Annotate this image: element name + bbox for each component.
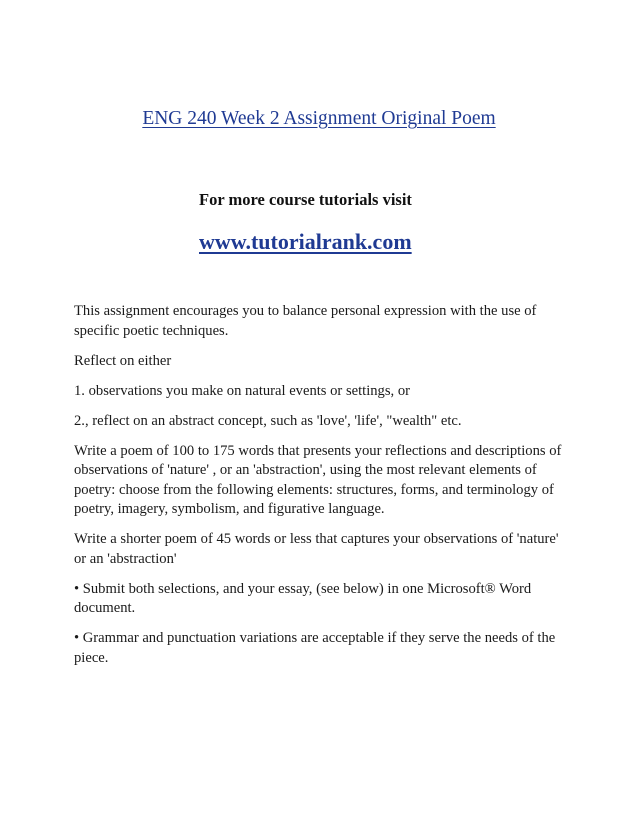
option-1-paragraph: 1. observations you make on natural events or settings, or [74, 382, 410, 399]
document-body [74, 302, 570, 679]
visit-text: For more course tutorials visit [199, 190, 412, 209]
option-2-paragraph: 2., reflect on an abstract concept, such as 'love', 'life', "wealth" etc. [74, 412, 462, 429]
document-title[interactable]: ENG 240 Week 2 Assignment Original Poem [142, 108, 496, 129]
submit-bullet: • Submit both selections, and your essay, (see below) in one Microsoft® Word document. [74, 580, 532, 616]
grammar-bullet: • Grammar and punctuation variations are acceptable if they serve the needs of the piece. [74, 630, 556, 666]
intro-paragraph: This assignment encourages you to balance personal expression with the use of specific poetic techniques. [74, 303, 537, 339]
long-poem-paragraph: Write a poem of 100 to 175 words that presents your reflections and descriptions of observations of 'nature' , or an 'abstraction', using the most relevant elements of poetry: choose from the following elements: structures, forms, and terminology of poetry, imagery, symbolism, and figurative language. [74, 442, 562, 517]
short-poem-paragraph: Write a shorter poem of 45 words or less that captures your observations of 'nature' or an 'abstraction' [74, 531, 559, 567]
site-link[interactable]: www.tutorialrank.com [199, 229, 412, 254]
reflect-paragraph: Reflect on either [74, 352, 172, 369]
